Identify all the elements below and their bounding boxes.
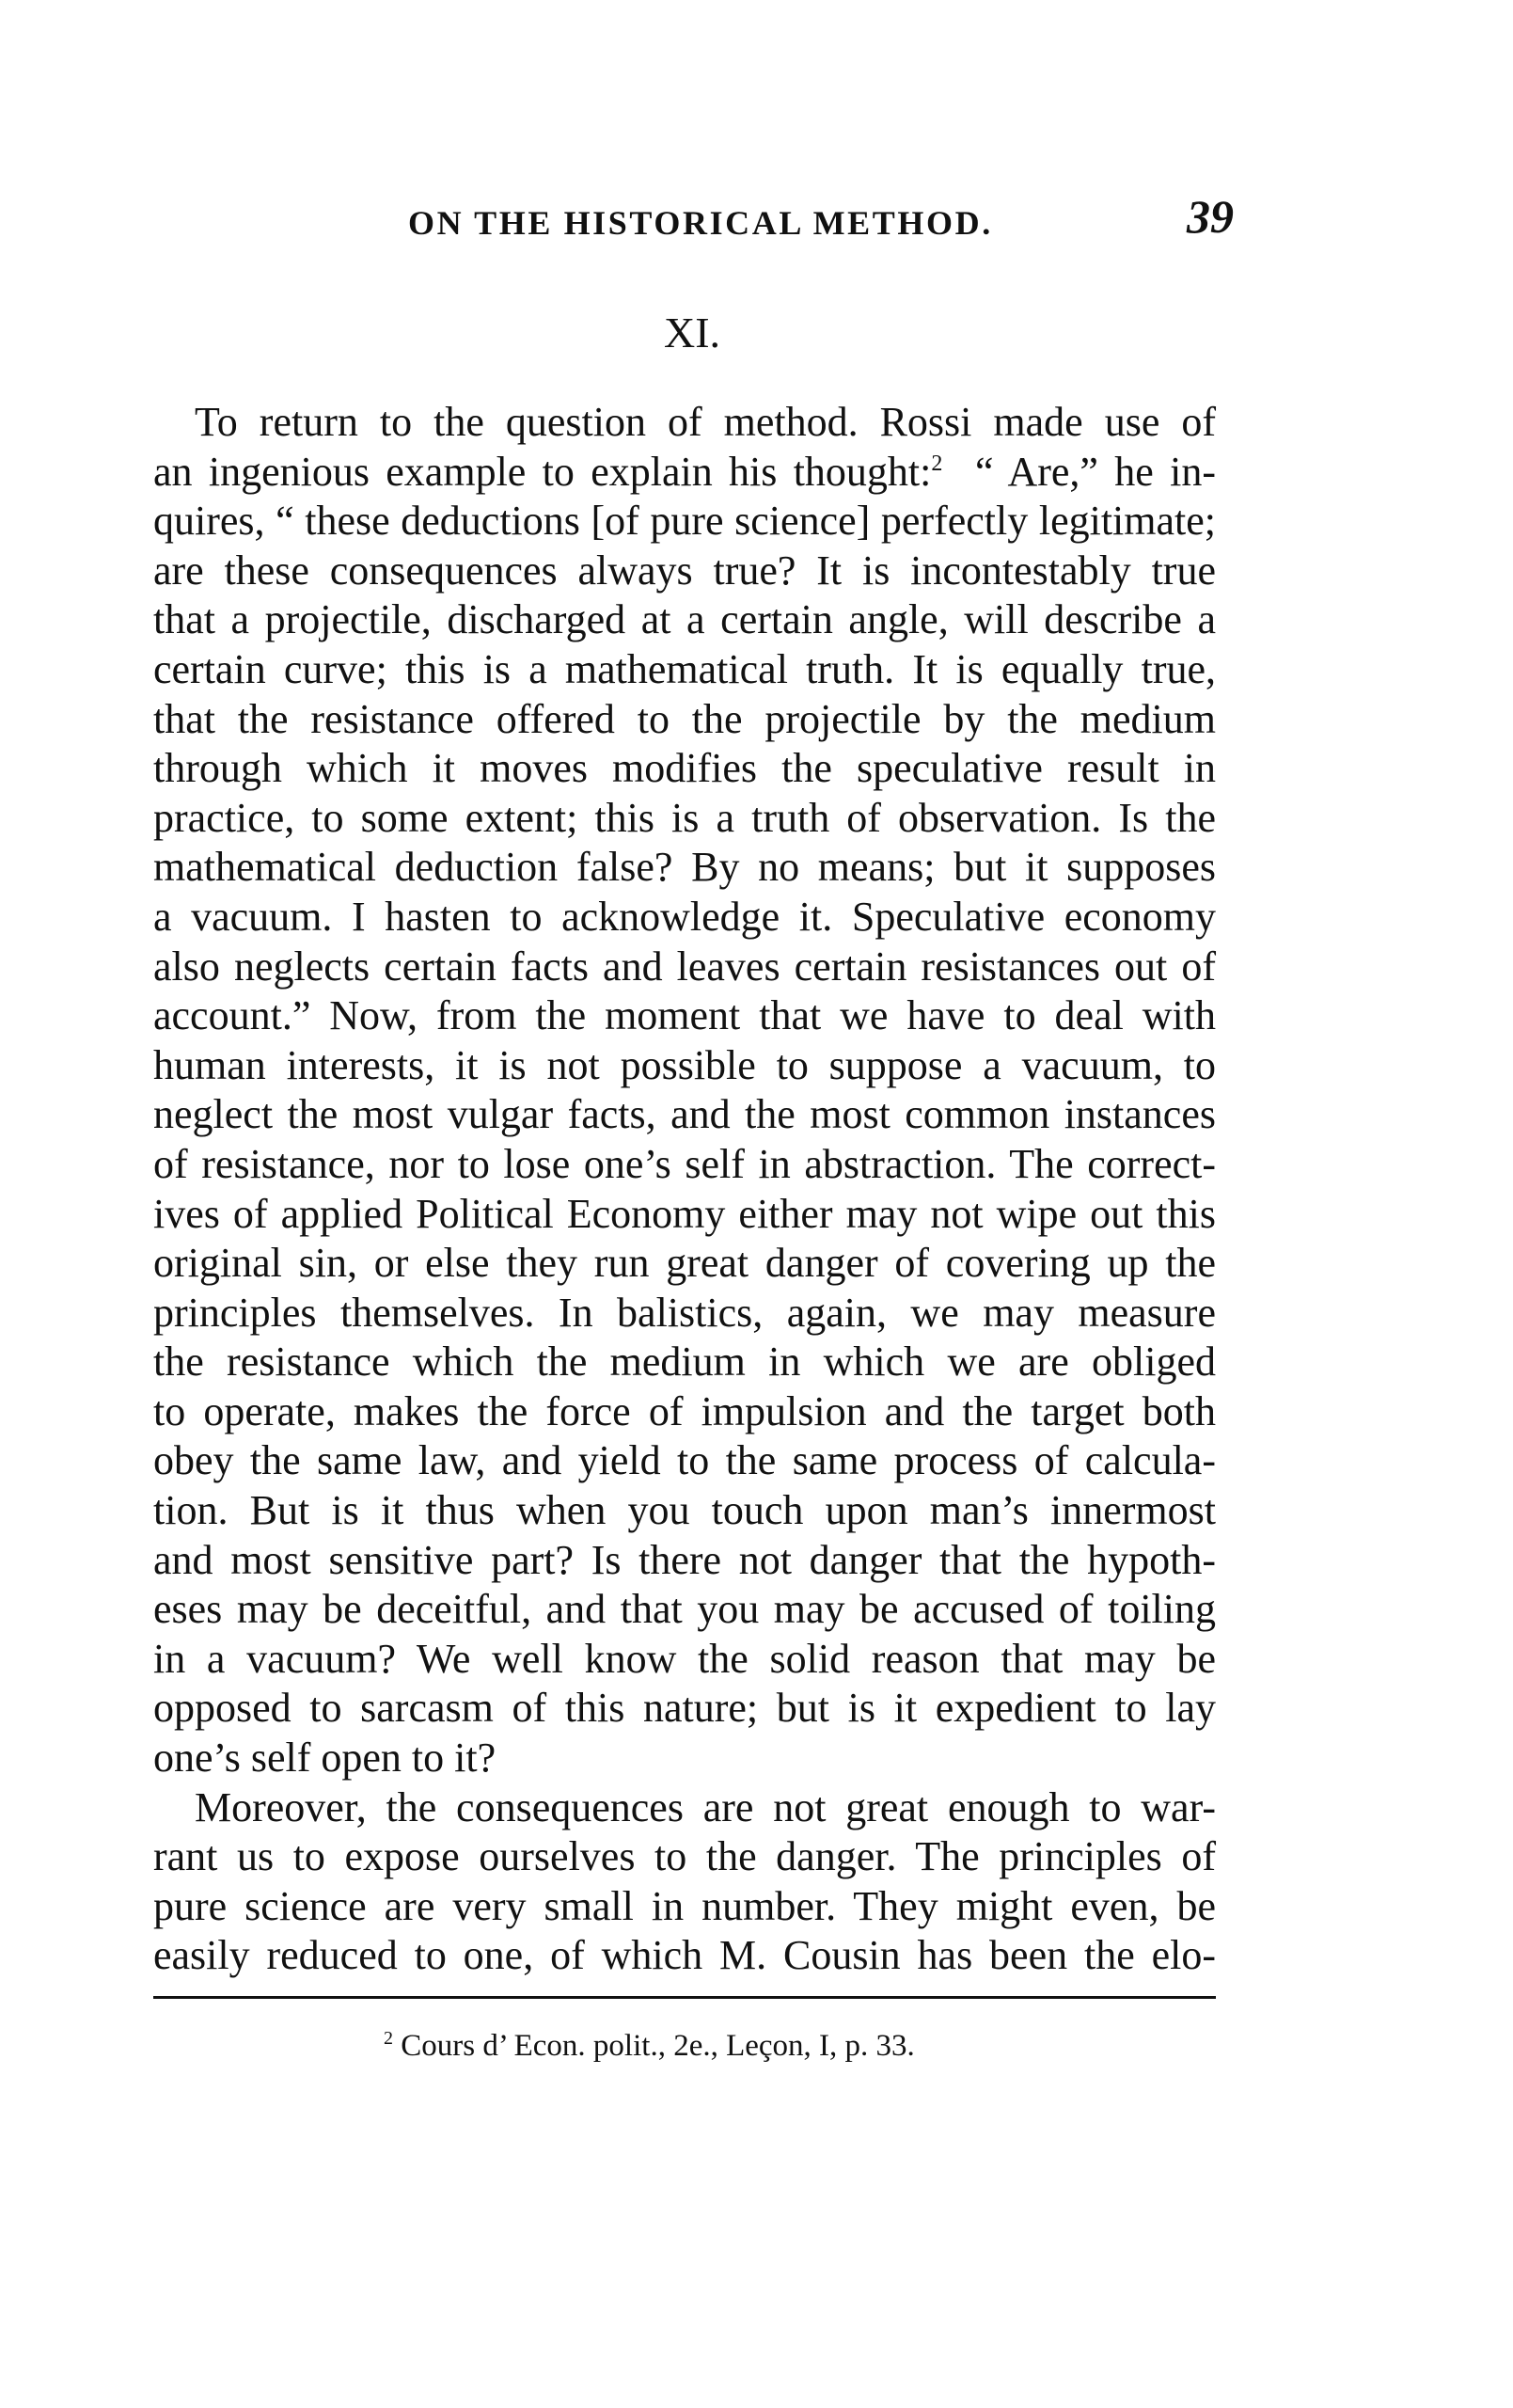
paragraph-line: that a projectile, discharged at a certain angle, will describe a	[153, 596, 1216, 643]
section-number: XI.	[664, 309, 721, 356]
paragraph-line: a vacuum. I hasten to acknowledge it. Speculative economy	[153, 893, 1216, 940]
paragraph-line: also neglects certain facts and leaves certain resistances out of	[153, 943, 1216, 990]
paragraph-line: Moreover, the consequences are not great enough to war-	[195, 1783, 1216, 1830]
footnote-reference: 2	[931, 451, 943, 476]
footnote-divider	[153, 1996, 1216, 1999]
paragraph-line: easily reduced to one, of which M. Cousin has been the elo-	[153, 1932, 1216, 1979]
footnote-text: Cours d’ Econ. polit., 2e., Leçon, I, p. 33.	[401, 2029, 915, 2063]
paragraph-line: through which it moves modifies the speculative result in	[153, 745, 1216, 792]
paragraph-line: and most sensitive part? Is there not danger that the hypoth-	[153, 1536, 1216, 1583]
paragraph-line: neglect the most vulgar facts, and the most common instances	[153, 1091, 1216, 1138]
paragraph-line: the resistance which the medium in which we are obliged	[153, 1339, 1216, 1386]
paragraph-line	[153, 448, 1216, 498]
footnote-marker: 2	[384, 2028, 393, 2049]
paragraph-line: ives of applied Political Economy either may not wipe out this	[153, 1190, 1216, 1237]
paragraph-line: human interests, it is not possible to suppose a vacuum, to	[153, 1041, 1216, 1088]
paragraph-line: that the resistance offered to the projectile by the medium	[153, 695, 1216, 742]
page-number: 39	[1187, 190, 1234, 243]
body-text	[153, 398, 1216, 1981]
line-text: an ingenious example to explain his thought:	[153, 448, 932, 495]
running-title: ON THE HISTORICAL METHOD.	[408, 204, 993, 242]
paragraph-line: to operate, makes the force of impulsion and the target both	[153, 1387, 1216, 1434]
paragraph-line: opposed to sarcasm of this nature; but is it expedient to lay	[153, 1685, 1216, 1732]
paragraph-line: obey the same law, and yield to the same process of calcula-	[153, 1437, 1216, 1484]
paragraph-line: rant us to expose ourselves to the danger. The principles of	[153, 1833, 1216, 1880]
line-text: “ Are,” he in-	[942, 448, 1216, 495]
paragraph-line: are these consequences always true? It is incontestably true	[153, 547, 1216, 594]
footnote	[384, 2022, 915, 2069]
paragraph-line: practice, to some extent; this is a truth of observation. Is the	[153, 794, 1216, 841]
paragraph-line: To return to the question of method. Rossi made use of	[195, 399, 1216, 445]
paragraph-line: one’s self open to it?	[153, 1735, 496, 1782]
paragraph-line: mathematical deduction false? By no means; but it supposes	[153, 844, 1216, 891]
paragraph-line: principles themselves. In balistics, again, we may measure	[153, 1289, 1216, 1336]
paragraph-line: original sin, or else they run great danger of covering up the	[153, 1240, 1216, 1287]
paragraph-line: tion. But is it thus when you touch upon man’s innermost	[153, 1487, 1216, 1534]
paragraph-line: pure science are very small in number. They might even, be	[153, 1882, 1216, 1929]
paragraph-line: of resistance, nor to lose one’s self in abstraction. The correct-	[153, 1140, 1216, 1187]
paragraph-line: eses may be deceitful, and that you may be accused of toiling	[153, 1586, 1216, 1633]
paragraph-line: certain curve; this is a mathematical truth. It is equally true,	[153, 645, 1216, 692]
paragraph-line: account.” Now, from the moment that we have to deal with	[153, 992, 1216, 1039]
paragraph-line: in a vacuum? We well know the solid reason that may be	[153, 1635, 1216, 1682]
paragraph-line: quires, “ these deductions [of pure science] perfectly legitimate;	[153, 498, 1216, 545]
